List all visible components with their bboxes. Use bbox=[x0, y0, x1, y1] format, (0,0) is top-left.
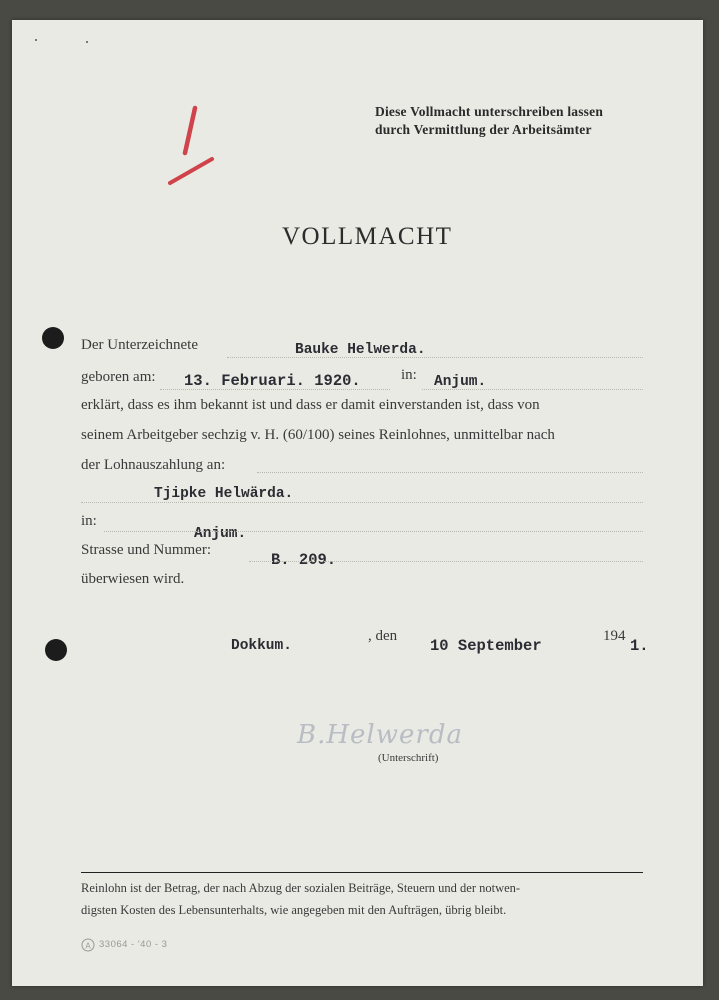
dotted-line bbox=[104, 531, 643, 532]
statement-line-2: seinem Arbeitgeber sechzig v. H. (60/100) seines Reinlohnes, unmittelbar nach bbox=[81, 427, 555, 443]
date-label: , den bbox=[368, 628, 398, 644]
punch-hole bbox=[45, 639, 67, 661]
red-pencil-mark bbox=[162, 105, 222, 190]
statement-line-1: erklärt, dass es ihm bekannt ist und dass er damit einverstanden ist, dass von bbox=[81, 397, 540, 413]
form-code: 33064 - '40 - 3 bbox=[99, 939, 168, 950]
street-value: B. 209. bbox=[271, 551, 337, 569]
undersigned-label: Der Unterzeichnete bbox=[81, 337, 199, 353]
footnote-rule bbox=[81, 872, 643, 873]
birthplace-label: in: bbox=[401, 367, 417, 383]
place-value: Dokkum. bbox=[231, 638, 292, 654]
document-title: VOLLMACHT bbox=[282, 223, 453, 250]
payee-city-label: in: bbox=[81, 513, 97, 529]
payee-city-value: Anjum. bbox=[194, 526, 247, 542]
paper-speck bbox=[86, 41, 88, 43]
notice-line-1: Diese Vollmacht unterschreiben lassen bbox=[375, 104, 604, 119]
year-prefix: 194 bbox=[603, 628, 626, 644]
signature-label: (Unterschrift) bbox=[378, 752, 439, 764]
printer-mark-icon bbox=[81, 938, 95, 952]
dotted-line bbox=[249, 561, 643, 562]
statement-line-3: der Lohnauszahlung an: bbox=[81, 457, 226, 473]
payee-value: Tjipke Helwärda. bbox=[154, 486, 294, 502]
document-page bbox=[12, 20, 703, 986]
dotted-line bbox=[257, 472, 643, 473]
paper-speck bbox=[35, 39, 37, 41]
date-value: 10 September bbox=[430, 637, 542, 655]
printer-mark-letter: A bbox=[85, 941, 91, 951]
footnote-line-2: digsten Kosten des Lebensunterhalts, wie angegeben mit den Aufträgen, übrig bleibt. bbox=[81, 903, 507, 917]
punch-hole bbox=[42, 327, 64, 349]
born-label: geboren am: bbox=[81, 369, 156, 385]
street-label: Strasse und Nummer: bbox=[81, 542, 211, 558]
dotted-line bbox=[227, 357, 643, 358]
undersigned-value: Bauke Helwerda. bbox=[295, 342, 426, 358]
transferred-text: überwiesen wird. bbox=[81, 571, 185, 587]
born-value: 13. Februari. 1920. bbox=[184, 372, 361, 390]
signature-handwriting: B.Helwerda bbox=[297, 720, 463, 750]
footnote-line-1: Reinlohn ist der Betrag, der nach Abzug der sozialen Beiträge, Steuern und der notwen- bbox=[81, 881, 521, 895]
year-suffix: 1. bbox=[630, 637, 649, 655]
dotted-line bbox=[81, 502, 643, 503]
notice-line-2: durch Vermittlung der Arbeitsämter bbox=[375, 122, 592, 137]
birthplace-value: Anjum. bbox=[434, 374, 487, 390]
